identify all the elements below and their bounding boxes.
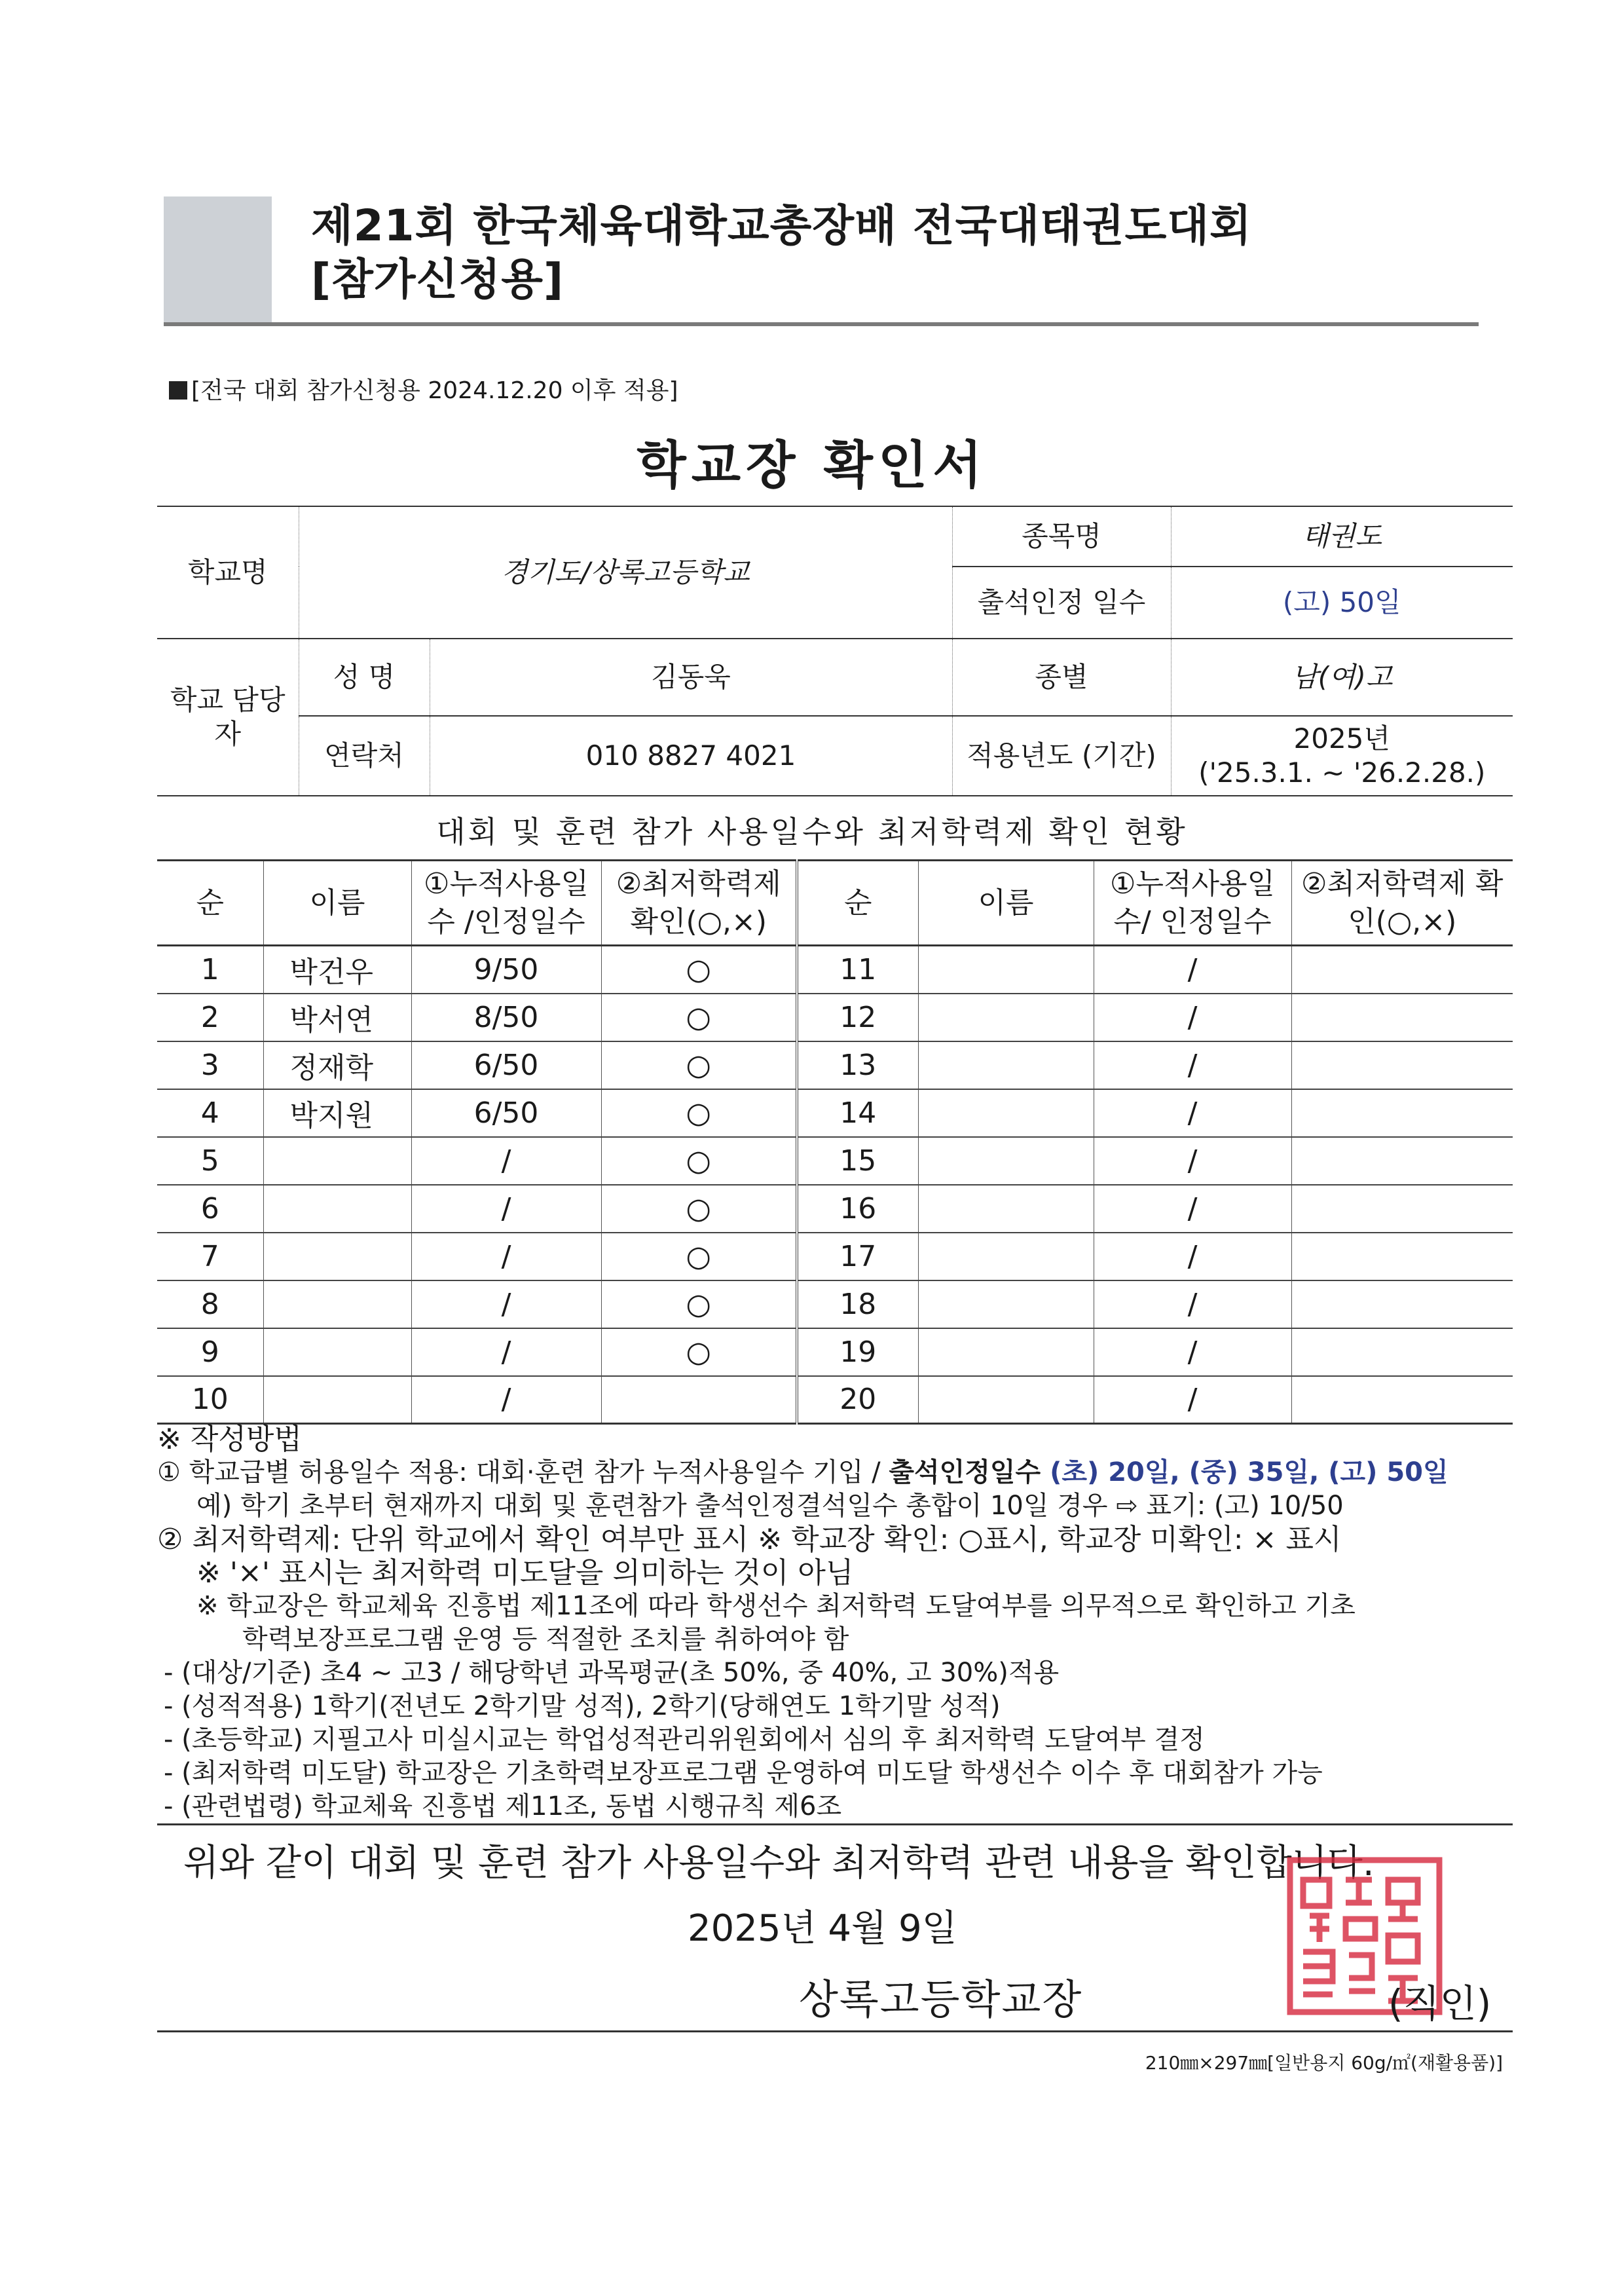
note-detail-3: - (초등학교) 지필고사 미실시교는 학업성적관리위원회에서 심의 후 최저학력 도달여부 결정 <box>164 1725 1205 1755</box>
row-check: ○ <box>601 946 797 994</box>
table-row <box>157 946 1513 994</box>
note-1-days: (초) 20일, (중) 35일, (고) 50일 <box>1041 1457 1449 1487</box>
issue-date: 2025년 4월 9일 <box>688 1907 957 1950</box>
row-name-2 <box>918 1185 1094 1233</box>
note-1 <box>157 1456 1513 1489</box>
footer-rule <box>157 2030 1513 2032</box>
row-check-2 <box>1291 1137 1513 1185</box>
attendance-label: 출석인정 일수 <box>952 567 1171 639</box>
row-name-2 <box>918 1328 1094 1376</box>
row-days-2: / <box>1094 1185 1291 1233</box>
row-name: 박건우 <box>263 946 411 994</box>
row-days: / <box>411 1185 601 1233</box>
row-days-2: / <box>1094 994 1291 1041</box>
note-2: ② 최저학력제: 단위 학교에서 확인 여부만 표시 ※ 학교장 확인: ○표시, 학교장 미확인: × 표시 <box>157 1523 1342 1556</box>
principal-name: 상록고등학교장 <box>799 1975 1083 2023</box>
col-check: ②최저학력제 확인(○,×) <box>601 861 797 946</box>
table-row <box>157 1233 1513 1280</box>
row-name-2 <box>918 946 1094 994</box>
row-no-2: 16 <box>797 1185 918 1233</box>
row-check: ○ <box>601 1280 797 1328</box>
year-value: 2025년 <box>1293 722 1390 755</box>
header-band <box>164 196 272 322</box>
row-no-2: 17 <box>797 1233 918 1280</box>
row-check-2 <box>1291 1233 1513 1280</box>
row-name <box>263 1376 411 1424</box>
row-no: 9 <box>157 1328 263 1376</box>
header-title: 제21회 한국체육대학교총장배 전국대태권도대회 <box>311 200 1252 251</box>
row-days-2: / <box>1094 1328 1291 1376</box>
col-days: ①누적사용일수 /인정일수 <box>411 861 601 946</box>
contact-value: 010 8827 4021 <box>430 716 952 796</box>
paper-spec: 210㎜×297㎜[일반용지 60g/㎡(재활용품)] <box>1145 2052 1503 2074</box>
row-no-2: 15 <box>797 1137 918 1185</box>
row-check-2 <box>1291 1089 1513 1137</box>
notice <box>169 372 678 405</box>
row-days-2: / <box>1094 946 1291 994</box>
note-detail-4: - (최저학력 미도달) 학교장은 기초학력보장프로그램 운영하여 미도달 학생선수 이수 후 대회참가 가능 <box>164 1758 1323 1788</box>
year-period: ('25.3.1. ~ '26.2.28.) <box>1198 756 1486 789</box>
event-label: 종목명 <box>952 506 1171 567</box>
row-no-2: 11 <box>797 946 918 994</box>
row-name-2 <box>918 1041 1094 1089</box>
year-cell <box>1171 716 1513 796</box>
table-row <box>157 994 1513 1041</box>
row-check-2 <box>1291 946 1513 994</box>
col-name-2: 이름 <box>918 861 1094 946</box>
manager-label: 학교 담당자 <box>157 639 299 796</box>
row-no-2: 20 <box>797 1376 918 1424</box>
notice-text: [전국 대회 참가신청용 2024.12.20 이후 적용] <box>191 377 678 404</box>
note-2-sub-2b: 학력보장프로그램 운영 등 적절한 조치를 취하여야 함 <box>242 1624 849 1654</box>
contact-label: 연락처 <box>299 716 430 796</box>
row-name <box>263 1328 411 1376</box>
event-value: 태권도 <box>1171 506 1513 567</box>
row-no-2: 13 <box>797 1041 918 1089</box>
note-detail-1: - (대상/기준) 초4 ~ 고3 / 해당학년 과목평균(초 50%, 중 40%, 고 30%)적용 <box>164 1658 1060 1688</box>
gender-value: 남(여)고 <box>1171 639 1513 716</box>
row-name-2 <box>918 1137 1094 1185</box>
row-name-2 <box>918 994 1094 1041</box>
row-name-2 <box>918 1280 1094 1328</box>
row-check: ○ <box>601 1137 797 1185</box>
row-check-2 <box>1291 1280 1513 1328</box>
row-days: 6/50 <box>411 1041 601 1089</box>
page-title: 학교장 확인서 <box>637 436 987 495</box>
note-1-text: ① 학교급별 허용일수 적용: 대회·훈련 참가 누적사용일수 기입 / <box>157 1457 889 1487</box>
row-days-2: / <box>1094 1233 1291 1280</box>
row-name: 박서연 <box>263 994 411 1041</box>
table-row <box>157 1376 1513 1424</box>
row-check-2 <box>1291 1376 1513 1424</box>
col-name: 이름 <box>263 861 411 946</box>
row-no-2: 19 <box>797 1328 918 1376</box>
table-row <box>157 1089 1513 1137</box>
table-row <box>157 1137 1513 1185</box>
note-2-sub-2: ※ 학교장은 학교체육 진흥법 제11조에 따라 학생선수 최저학력 도달여부를 의무적으로 확인하고 기초 <box>196 1591 1356 1621</box>
note-2-sub-1: ※ '×' 표시는 최저학력 미도달을 의미하는 것이 아님 <box>196 1556 854 1590</box>
row-name-2 <box>918 1376 1094 1424</box>
row-days: / <box>411 1376 601 1424</box>
note-1-example: 예) 학기 초부터 현재까지 대회 및 훈련참가 출석인정결석일수 총합이 10일 경우 ⇨ 표기: (고) 10/50 <box>196 1491 1344 1521</box>
note-detail-2: - (성적적용) 1학기(전년도 2학기말 성적), 2학기(당해연도 1학기말 성적) <box>164 1691 1001 1721</box>
section-heading: 대회 및 훈련 참가 사용일수와 최저학력제 확인 현황 <box>436 814 1188 849</box>
header-rule <box>164 322 1479 326</box>
row-no-2: 12 <box>797 994 918 1041</box>
row-no: 10 <box>157 1376 263 1424</box>
row-days-2: / <box>1094 1041 1291 1089</box>
instructions <box>157 1423 1513 1823</box>
info-table <box>157 506 1513 796</box>
row-days-2: / <box>1094 1089 1291 1137</box>
notes-heading: ※ 작성방법 <box>157 1423 302 1456</box>
row-name <box>263 1185 411 1233</box>
attendance-value: (고) 50일 <box>1171 567 1513 639</box>
row-name: 정재학 <box>263 1041 411 1089</box>
row-check: ○ <box>601 1089 797 1137</box>
name-label: 성 명 <box>299 639 430 716</box>
row-check-2 <box>1291 1041 1513 1089</box>
school-value: 경기도/상록고등학교 <box>299 506 952 639</box>
row-days: / <box>411 1280 601 1328</box>
row-no: 4 <box>157 1089 263 1137</box>
header-subtitle: [참가신청용] <box>311 254 564 305</box>
row-name <box>263 1280 411 1328</box>
row-name <box>263 1137 411 1185</box>
row-no-2: 18 <box>797 1280 918 1328</box>
table-row <box>157 1280 1513 1328</box>
row-days: 9/50 <box>411 946 601 994</box>
col-no-2: 순 <box>797 861 918 946</box>
row-days-2: / <box>1094 1376 1291 1424</box>
roster-table <box>157 859 1513 1425</box>
confirmation-statement: 위와 같이 대회 및 훈련 참가 사용일수와 최저학력 관련 내용을 확인합니다. <box>183 1842 1375 1884</box>
row-check <box>601 1376 797 1424</box>
row-no: 3 <box>157 1041 263 1089</box>
row-name-2 <box>918 1089 1094 1137</box>
row-no: 7 <box>157 1233 263 1280</box>
row-check-2 <box>1291 1328 1513 1376</box>
note-detail-5: - (관련법령) 학교체육 진흥법 제11조, 동법 시행규칙 제6조 <box>164 1791 842 1821</box>
document-header <box>311 199 1252 307</box>
year-label: 적용년도 (기간) <box>952 716 1171 796</box>
table-row <box>157 1328 1513 1376</box>
row-name <box>263 1233 411 1280</box>
table-row <box>157 1185 1513 1233</box>
note-1-bold: 출석인정일수 <box>889 1457 1041 1487</box>
row-days-2: / <box>1094 1137 1291 1185</box>
col-days-2: ①누적사용일수/ 인정일수 <box>1094 861 1291 946</box>
row-check: ○ <box>601 1233 797 1280</box>
gender-label: 종별 <box>952 639 1171 716</box>
row-no-2: 14 <box>797 1089 918 1137</box>
row-days: / <box>411 1328 601 1376</box>
col-no: 순 <box>157 861 263 946</box>
row-name: 박지원 <box>263 1089 411 1137</box>
row-check-2 <box>1291 994 1513 1041</box>
row-check: ○ <box>601 1185 797 1233</box>
row-no: 2 <box>157 994 263 1041</box>
col-check-2: ②최저학력제 확인(○,×) <box>1291 861 1513 946</box>
divider <box>157 1823 1513 1825</box>
square-bullet-icon <box>169 381 187 400</box>
row-check: ○ <box>601 1041 797 1089</box>
school-label: 학교명 <box>157 506 299 639</box>
row-check: ○ <box>601 1328 797 1376</box>
row-days: 6/50 <box>411 1089 601 1137</box>
row-no: 8 <box>157 1280 263 1328</box>
row-days: / <box>411 1233 601 1280</box>
row-check-2 <box>1291 1185 1513 1233</box>
name-value: 김동욱 <box>430 639 952 716</box>
row-no: 1 <box>157 946 263 994</box>
row-name-2 <box>918 1233 1094 1280</box>
seal-label: (직인) <box>1388 1981 1492 2026</box>
row-days: 8/50 <box>411 994 601 1041</box>
row-days-2: / <box>1094 1280 1291 1328</box>
row-check: ○ <box>601 994 797 1041</box>
row-days: / <box>411 1137 601 1185</box>
row-no: 5 <box>157 1137 263 1185</box>
row-no: 6 <box>157 1185 263 1233</box>
table-row <box>157 1041 1513 1089</box>
